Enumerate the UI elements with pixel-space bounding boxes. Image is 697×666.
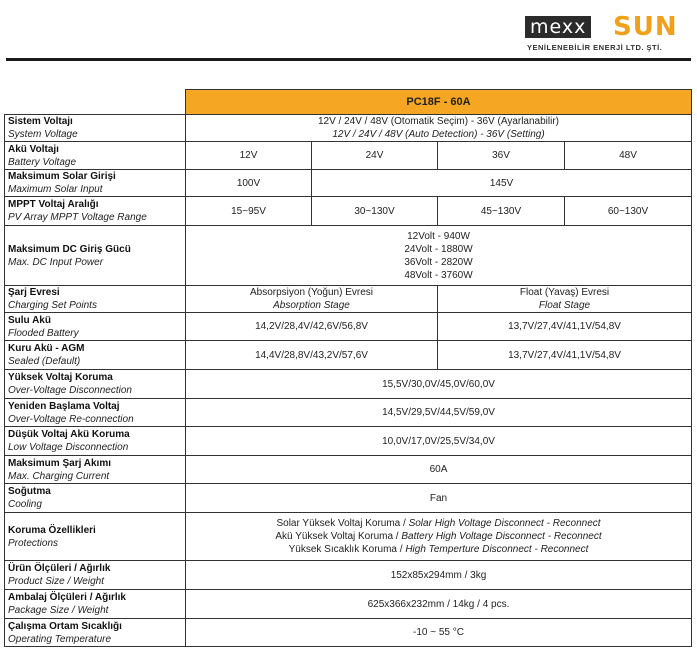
table-row [5, 561, 692, 590]
row-label: Kuru Akü - AGM Sealed (Default) [5, 341, 186, 370]
lvd-value: 10,0V/17,0V/25,5V/34,0V [186, 427, 692, 456]
row-label: Sistem Voltajı System Voltage [5, 115, 186, 142]
table-row [5, 313, 692, 341]
row-label: Soğutma Cooling [5, 484, 186, 513]
product-size-value: 152x85x294mm / 3kg [186, 561, 692, 590]
mppt-cell: 45~130V [438, 197, 565, 226]
table-header-row [5, 90, 692, 115]
table-row [5, 226, 692, 286]
table-row [5, 484, 692, 513]
row-label: Ambalaj Ölçüleri / Ağırlık Package Size / Weight [5, 590, 186, 619]
mppt-cell: 15~95V [186, 197, 312, 226]
max-solar-cell: 100V [186, 170, 312, 197]
row-label: Düşük Voltaj Akü Koruma Low Voltage Disconnection [5, 427, 186, 456]
row-label: Yeniden Başlama Voltaj Over-Voltage Re-connection [5, 399, 186, 427]
company-logo [525, 12, 685, 56]
table-row [5, 197, 692, 226]
absorption-stage-header: Absorpsiyon (Yoğun) Evresi Absorption Stage [186, 286, 438, 313]
table-row [5, 456, 692, 484]
ovd-value: 15,5V/30,0V/45,0V/60,0V [186, 370, 692, 399]
flooded-float-value: 13,7V/27,4V/41,1V/54,8V [438, 313, 692, 341]
sealed-float-value: 13,7V/27,4V/41,1V/54,8V [438, 341, 692, 370]
table-row [5, 115, 692, 142]
table-row [5, 142, 692, 170]
max-charge-value: 60A [186, 456, 692, 484]
cooling-value: Fan [186, 484, 692, 513]
table-row [5, 427, 692, 456]
battery-voltage-cell: 24V [312, 142, 438, 170]
mppt-cell: 30~130V [312, 197, 438, 226]
row-label: Maksimum Şarj Akımı Max. Charging Current [5, 456, 186, 484]
table-row [5, 341, 692, 370]
table-row [5, 590, 692, 619]
system-voltage-value: 12V / 24V / 48V (Otomatik Seçim) - 36V (Ayarlanabilir) 12V / 24V / 48V (Auto Detection) - 36V (Setting) [186, 115, 692, 142]
table-row [5, 399, 692, 427]
logo-subtitle: YENİLENEBİLİR ENERJİ LTD. ŞTİ. [527, 43, 663, 52]
flooded-absorption-value: 14,2V/28,4V/42,6V/56,8V [186, 313, 438, 341]
float-stage-header: Float (Yavaş) Evresi Float Stage [438, 286, 692, 313]
row-label: Ürün Ölçüleri / Ağırlık Product Size / Weight [5, 561, 186, 590]
sealed-absorption-value: 14,4V/28,8V/43,2V/57,6V [186, 341, 438, 370]
table-row [5, 513, 692, 561]
row-label: Akü Voltajı Battery Voltage [5, 142, 186, 170]
row-label: Yüksek Voltaj Koruma Over-Voltage Disconnection [5, 370, 186, 399]
table-row [5, 170, 692, 197]
row-label: Maksimum DC Giriş Gücü Max. DC Input Power [5, 226, 186, 286]
row-label: Çalışma Ortam Sıcaklığı Operating Temperature [5, 619, 186, 647]
logo-sun: SUN [613, 12, 678, 42]
table-row [5, 370, 692, 399]
row-label: Maksimum Solar Girişi Maximum Solar Input [5, 170, 186, 197]
row-label: Koruma Özellikleri Protections [5, 513, 186, 561]
row-label: Şarj Evresi Charging Set Points [5, 286, 186, 313]
header-divider [6, 58, 691, 61]
row-label: MPPT Voltaj Aralığı PV Array MPPT Voltage Range [5, 197, 186, 226]
ovr-value: 14,5V/29,5V/44,5V/59,0V [186, 399, 692, 427]
row-label: Sulu Akü Flooded Battery [5, 313, 186, 341]
table-row [5, 619, 692, 647]
battery-voltage-cell: 12V [186, 142, 312, 170]
max-dc-input-value: 12Volt - 940W 24Volt - 1880W 36Volt - 2820W 48Volt - 3760W [186, 226, 692, 286]
protections-value: Solar Yüksek Voltaj Koruma / Solar High Voltage Disconnect - Reconnect Akü Yüksek Voltaj Koruma / Battery High Voltage Disconnect - Reconnect Yüksek Sıcaklık Koruma / High Temperture Disconnect - Reconnect [186, 513, 692, 561]
battery-voltage-cell: 36V [438, 142, 565, 170]
package-size-value: 625x366x232mm / 14kg / 4 pcs. [186, 590, 692, 619]
mppt-cell: 60~130V [565, 197, 692, 226]
operating-temp-value: -10 ~ 55 °C [186, 619, 692, 647]
battery-voltage-cell: 48V [565, 142, 692, 170]
model-header: PC18F - 60A [186, 90, 692, 115]
spec-table [4, 89, 692, 647]
table-row [5, 286, 692, 313]
max-solar-cell: 145V [312, 170, 692, 197]
logo-mexx: mexx [525, 16, 591, 38]
